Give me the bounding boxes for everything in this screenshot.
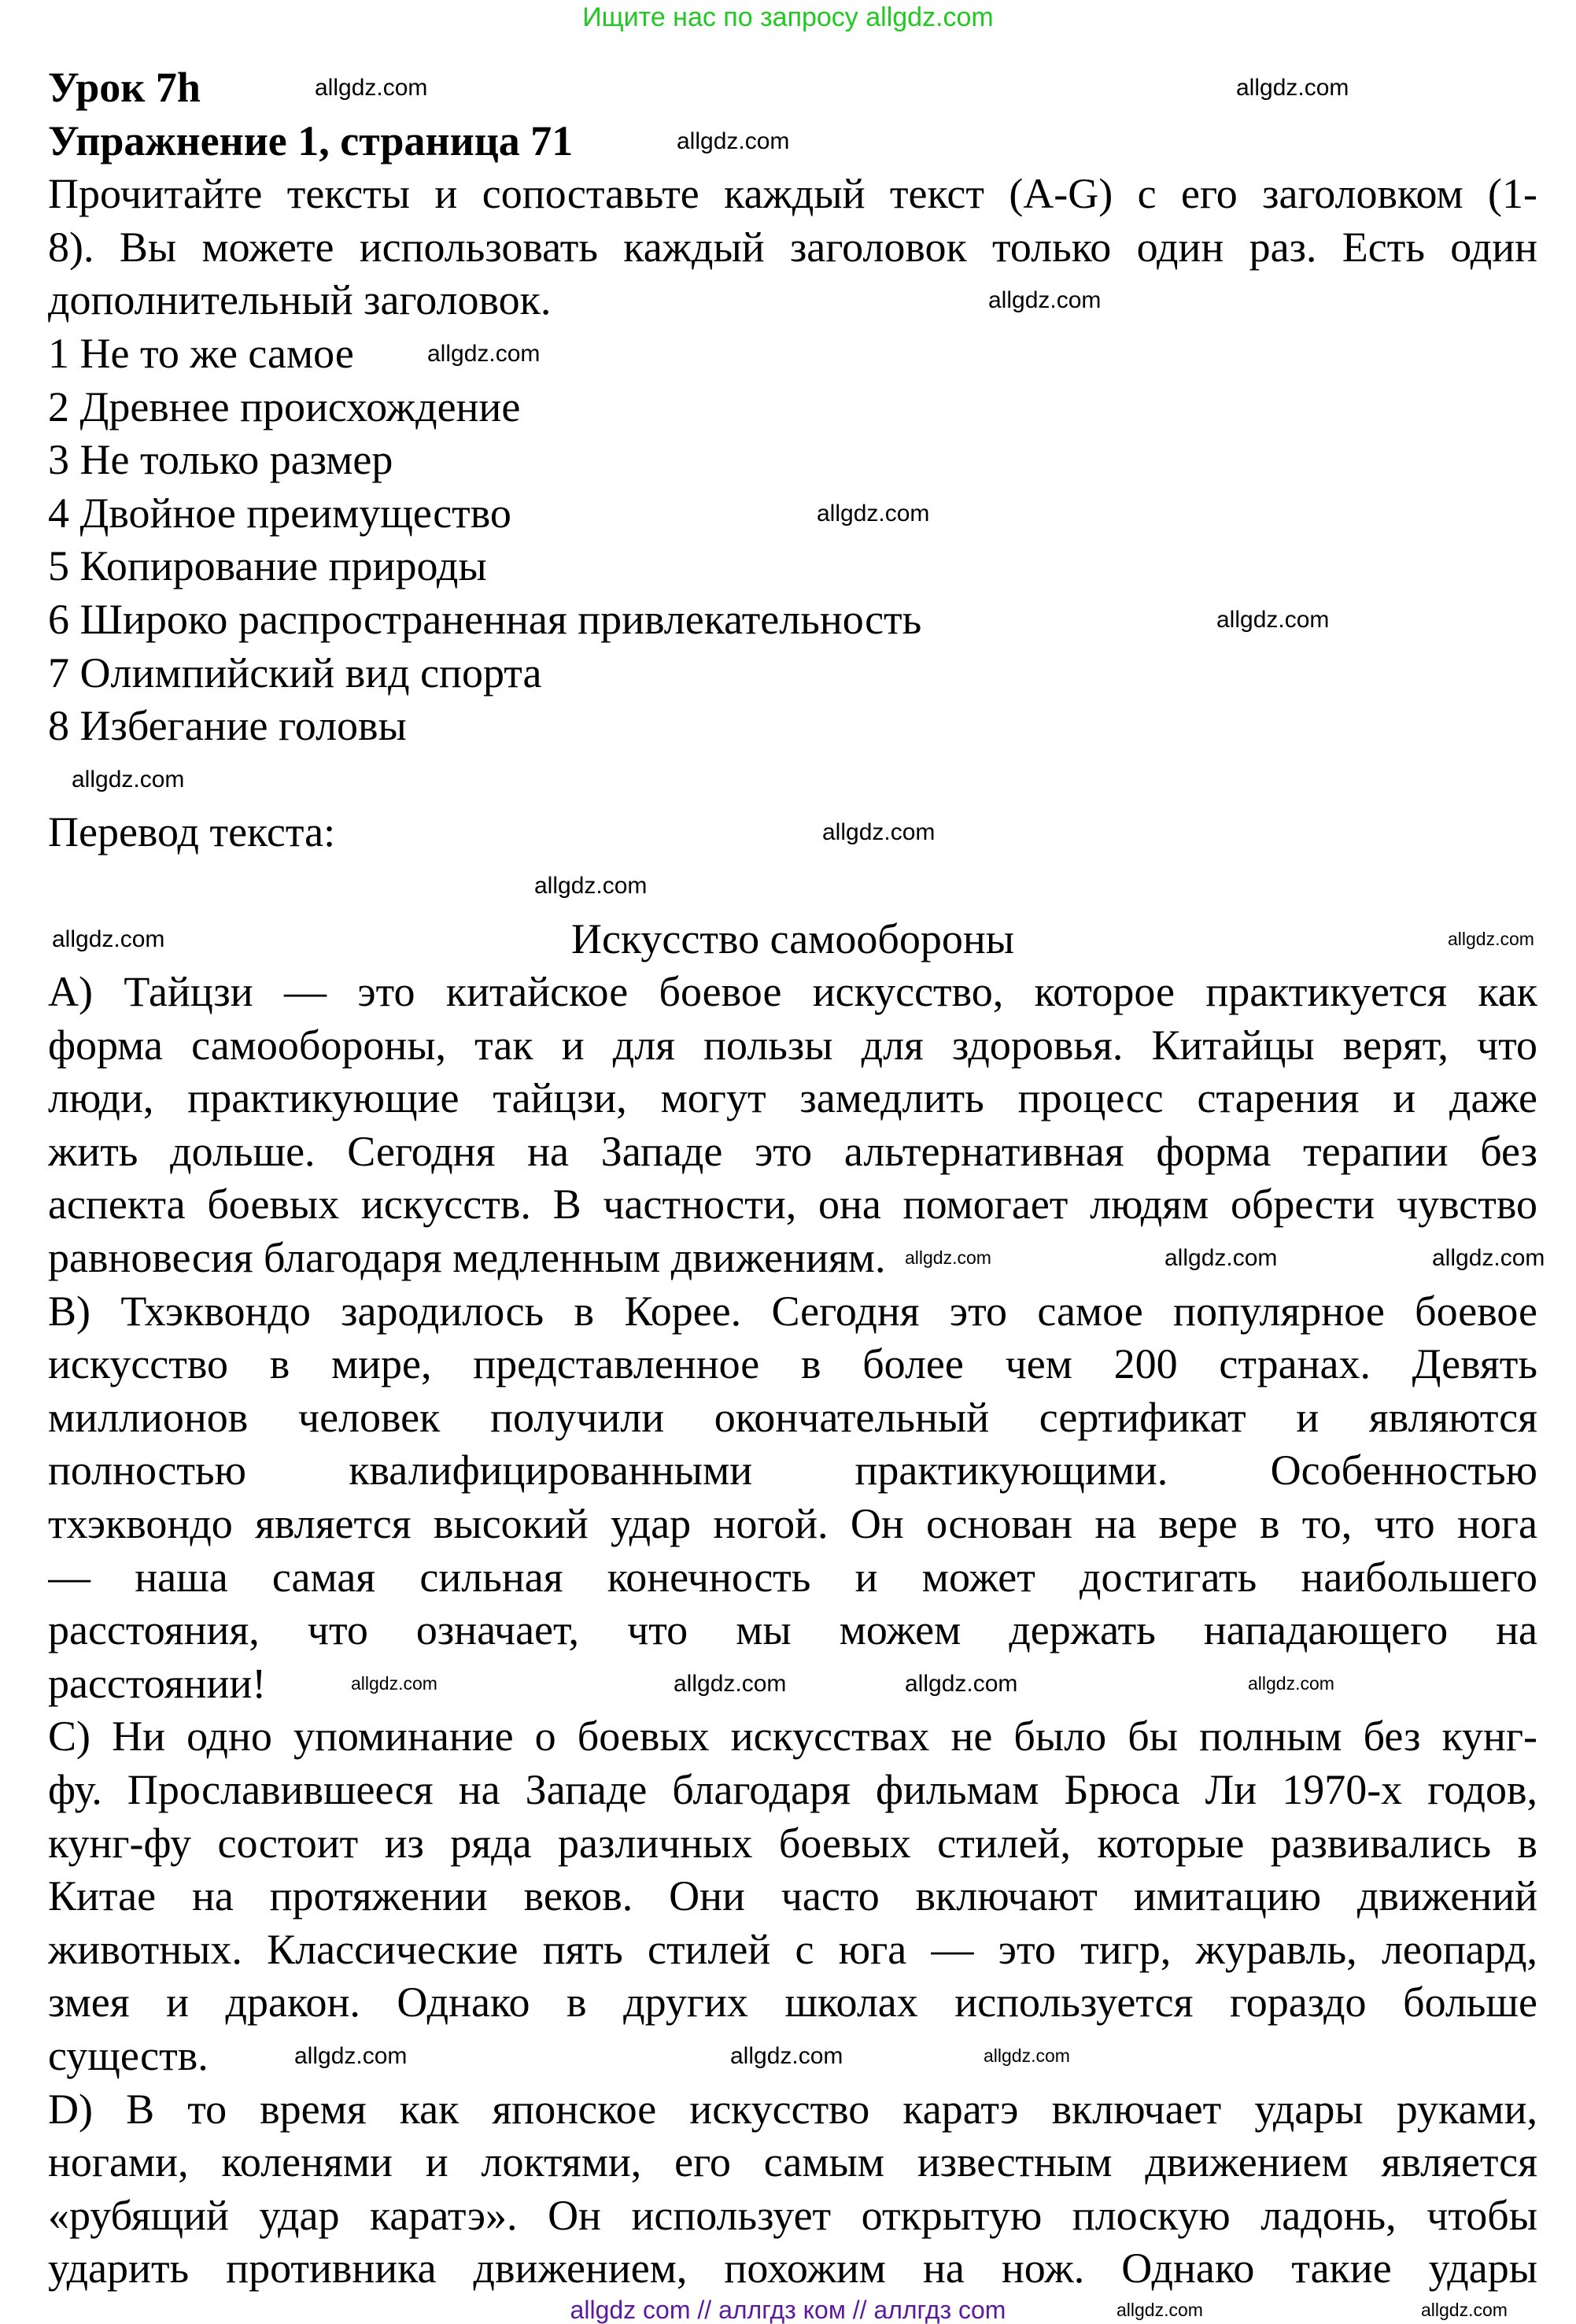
watermark-text: allgdz.com — [1248, 1673, 1334, 1694]
heading-option: 2 Древнее происхождение — [48, 382, 521, 430]
heading-option: 4 Двойное преимущество — [48, 489, 511, 537]
paragraph-line: жить дольше. Сегодня на Западе это альтернативная форма терапии без — [48, 1127, 1537, 1175]
paragraph-line: миллионов человек получили окончательный сертификат и являются — [48, 1393, 1537, 1441]
paragraph-line: расстоянии! — [48, 1659, 267, 1707]
watermark-text: allgdz.com — [427, 341, 541, 367]
watermark-text: allgdz.com — [730, 2043, 843, 2069]
paragraph-line: расстояния, что означает, что мы можем держать нападающего на — [48, 1606, 1537, 1654]
heading-option: 6 Широко распространенная привлекательность — [48, 595, 922, 643]
instruction-line: дополнительный заголовок. — [48, 276, 552, 324]
paragraph-line: искусство в мире, представленное в более чем 200 странах. Девять — [48, 1340, 1537, 1388]
paragraph-line: — наша самая сильная конечность и может достигать наибольшего — [48, 1553, 1537, 1601]
top-banner-link[interactable]: Ищите нас по запросу allgdz.com — [582, 2, 994, 32]
watermark-text: allgdz.com — [351, 1673, 437, 1694]
watermark-text: allgdz.com — [1164, 1245, 1278, 1271]
paragraph-line: полностью квалифицированными практикующими. Особенностью — [48, 1446, 1537, 1495]
paragraph-line: «рубящий удар каратэ». Он использует открытую плоскую ладонь, чтобы — [48, 2191, 1537, 2239]
footer-banner — [0, 2296, 1576, 2323]
watermark-text: allgdz.com — [674, 1671, 787, 1697]
paragraph-line: кунг-фу состоит из ряда различных боевых стилей, которые развивались в — [48, 1819, 1537, 1867]
watermark-text: allgdz.com — [315, 75, 428, 101]
watermark-text: allgdz.com — [984, 2045, 1070, 2066]
paragraph-line: равновесия благодаря медленным движениям. — [48, 1234, 886, 1282]
heading-option: 1 Не то же самое — [48, 329, 354, 377]
watermark-text: allgdz.com — [294, 2043, 408, 2069]
paragraph-line: А) Тайцзи — это китайское боевое искусство, которое практикуется как — [48, 968, 1537, 1016]
paragraph-line: змея и дракон. Однако в других школах используется гораздо больше — [48, 1979, 1537, 2027]
instruction-line: Прочитайте тексты и сопоставьте каждый текст (A-G) с его заголовком (1- — [48, 170, 1537, 218]
watermark-text: allgdz.com — [677, 128, 790, 154]
translation-label: Перевод текста: — [48, 808, 336, 856]
watermark-text: allgdz.com — [534, 873, 648, 899]
paragraph-line: животных. Классические пять стилей с юга — это тигр, журавль, леопард, — [48, 1925, 1537, 1973]
article-title: Искусство самообороны — [570, 914, 1015, 962]
watermark-text: allgdz.com — [1216, 607, 1330, 633]
paragraph-line: D) В то время как японское искусство каратэ включает удары руками, — [48, 2085, 1537, 2133]
footer-banner-link[interactable]: allgdz com // аллгдз ком // аллгдз com — [570, 2296, 1006, 2324]
heading-option: 5 Копирование природы — [48, 542, 487, 590]
heading-option: 8 Избегание головы — [48, 702, 407, 750]
heading-option: 3 Не только размер — [48, 436, 393, 484]
watermark-text: allgdz.com — [905, 1247, 991, 1268]
lesson-heading: Урок 7h — [48, 64, 201, 111]
watermark-text: allgdz.com — [1236, 75, 1349, 101]
paragraph-line: ногами, коленями и локтями, его самым известным движением является — [48, 2138, 1537, 2186]
watermark-text: allgdz.com — [988, 287, 1102, 313]
watermark-text: allgdz.com — [1421, 2300, 1508, 2320]
paragraph-line: аспекта боевых искусств. В частности, она помогает людям обрести чувство — [48, 1180, 1537, 1229]
paragraph-line: фу. Прославившееся на Западе благодаря фильмам Брюса Ли 1970-х годов, — [48, 1766, 1537, 1813]
watermark-text: allgdz.com — [1116, 2300, 1203, 2320]
watermark-text: allgdz.com — [1432, 1245, 1545, 1271]
paragraph-line: Китае на протяжении веков. Они часто включают имитацию движений — [48, 1872, 1537, 1920]
watermark-text: allgdz.com — [1448, 929, 1534, 949]
paragraph-line: В) Тхэквондо зародилось в Корее. Сегодня это самое популярное боевое — [48, 1287, 1537, 1335]
paragraph-line: форма самообороны, так и для пользы для здоровья. Китайцы верят, что — [48, 1021, 1537, 1069]
paragraph-line: люди, практикующие тайцзи, могут замедлить процесс старения и даже — [48, 1074, 1537, 1122]
document-body — [48, 61, 1537, 2296]
paragraph-line: ударить противника движением, похожим на нож. Однако такие удары — [48, 2245, 1537, 2293]
instruction-line: 8). Вы можете использовать каждый заголовок только один раз. Есть один — [48, 223, 1537, 271]
watermark-text: allgdz.com — [52, 926, 165, 952]
paragraph-line: существ. — [48, 2031, 209, 2079]
watermark-text: allgdz.com — [822, 819, 936, 845]
watermark-text: allgdz.com — [817, 501, 930, 527]
paragraph-line: С) Ни одно упоминание о боевых искусствах не было бы полным без кунг- — [48, 1713, 1537, 1761]
heading-option: 7 Олимпийский вид спорта — [48, 648, 542, 696]
exercise-heading: Упражнение 1, страница 71 — [48, 116, 574, 164]
paragraph-line: тхэквондо является высокий удар ногой. Он основан на вере в то, что нога — [48, 1500, 1537, 1548]
watermark-text: allgdz.com — [905, 1671, 1018, 1697]
watermark-text: allgdz.com — [72, 767, 185, 793]
